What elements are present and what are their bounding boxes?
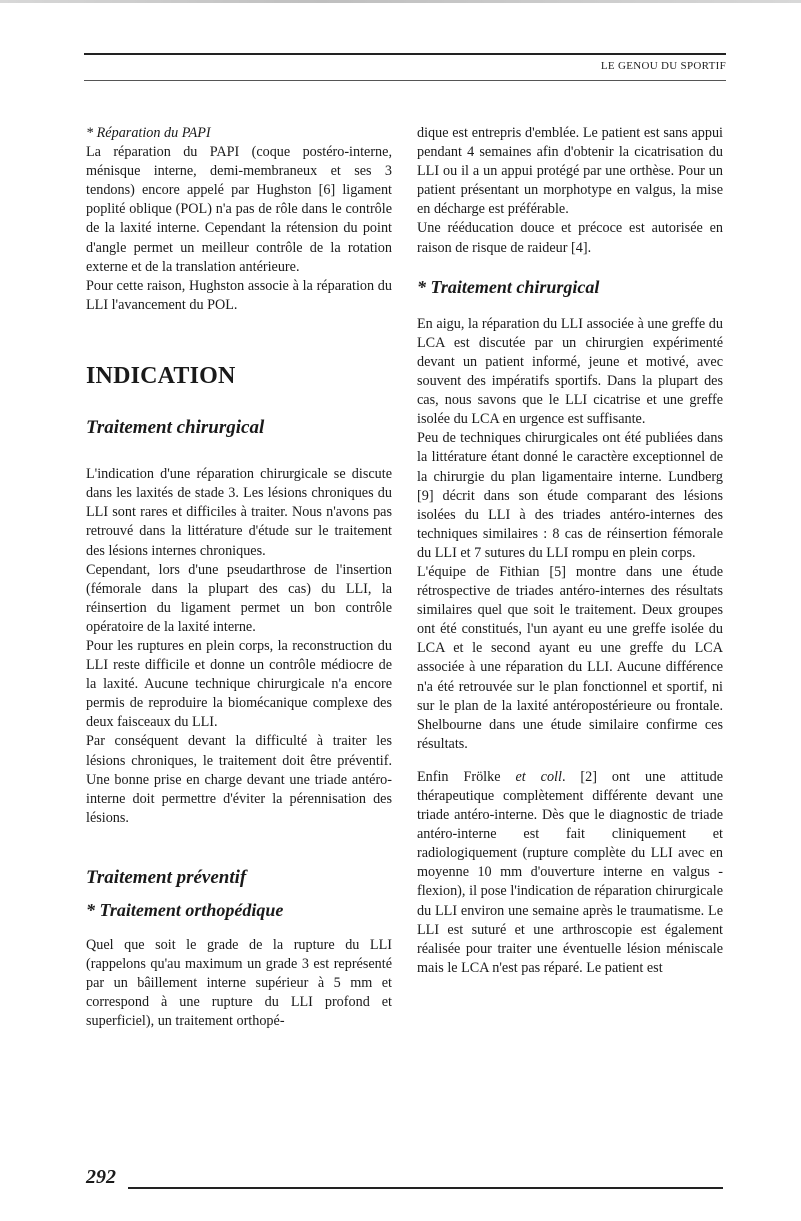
paragraph: Une rééducation douce et précoce est autorisée en raison de risque de raideur [4].: [417, 220, 723, 256]
paragraph: [417, 768, 723, 978]
paragraph: L'indication d'une réparation chirurgicale se discute dans les laxités de stade 3. Les lésions chroniques du LLI sont rares et difficiles à traiter. Nous n'avons pas retrouvé dans la littérature d'étude sur le traitement des lésions internes chroniques.: [86, 466, 392, 559]
sub-subsection-heading: * Traitement chirurgical: [417, 276, 600, 297]
paragraph: dique est entrepris d'emblée. Le patient est sans appui pendant 4 semaines afin d'obtenir la cicatrisation du LLI ou il a un appui protégé par une orthèse. Pour un patient présentant un morphotype en valgus, la mise en décharge est préférable.: [417, 125, 723, 218]
paragraph: En aigu, la réparation du LLI associée à une greffe du LCA est discutée par un chirurgien expérimenté devant un patient informé, jeune et motivé, avec souvent des impératifs sportifs. Dans la plupart des cas, nous savons que le LLI cicatrise et une greffe isolée du LCA en urgence est suffisante.: [417, 315, 723, 428]
left-column: [86, 124, 392, 1032]
subsection-heading: Traitement chirurgical: [86, 417, 265, 439]
paragraph: Peu de techniques chirurgicales ont été publiées dans la littérature étant donné le caractère exceptionnel de la chirurgie du plan ligamentaire interne. Lundberg [9] décrit dans son étude comparant des lésions isolées du LLI à des triades antéro-internes des techniques similaires : 8 cas de réinsertion fémorale du LLI et 7 sutures du LLI rompu en plein corps.: [417, 430, 723, 561]
text-run: . [2] ont une attitude thérapeutique complètement différente devant une triade antéro-interne. Dès que le diagnostic de triade antéro-interne est fait cliniquement et radiologiquement (rupture complète du LLI avec en moyenne 10 mm d'ouverture interne en valgus - flexion), il pose l'indication de réparation chirurgicale du LLI environ une semaine après le traumatisme. Le LLI est suturé et une arthroscopie est également réalisée pour traiter une éventuelle lésion méniscale mais le LCA n'est pas réparé. Le patient est: [417, 768, 723, 976]
subsection-heading: Traitement préventif: [86, 866, 247, 888]
paragraph: Pour les ruptures en plein corps, la reconstruction du LLI reste difficile et donne un contrôle médiocre de la laxité. Aucune technique chirurgicale n'a encore permis de reproduire la biomécanique complexe des deux faisceaux du LLI.: [86, 637, 392, 731]
running-head: LE GENOU DU SPORTIF: [600, 60, 726, 72]
right-column: [417, 124, 723, 978]
header-rule-thin: [84, 80, 726, 81]
section-heading-indication: INDICATION: [86, 362, 236, 389]
page-number: 292: [86, 1166, 116, 1188]
sub-subsection-heading: * Traitement orthopédique: [86, 900, 284, 920]
papi-heading: * Réparation du PAPI: [86, 125, 211, 141]
text-run-italic: et coll: [515, 768, 562, 785]
header-rule: [84, 53, 726, 55]
text-run: Enfin Frölke: [417, 768, 516, 785]
paragraph: La réparation du PAPI (coque postéro-interne, ménisque interne, demi-membraneux et ses 3 tendons) encore appelé par Hughston [6] ligament poplité oblique (POL) n'a pas de rôle dans le contrôle de la laxité interne. Cependant la rétension du point d'angle permet un meilleur contrôle de la rotation externe et de la translation antérieure.: [86, 144, 392, 275]
scan-edge: [0, 0, 801, 3]
footer-rule: [128, 1187, 723, 1189]
paragraph: Par conséquent devant la difficulté à traiter les lésions chroniques, le traitement doit être préventif. Une bonne prise en charge devant une triade antéro-interne doit permettre d'éviter la pérennisation des lésions.: [86, 733, 392, 826]
paragraph: Quel que soit le grade de la rupture du LLI (rappelons qu'au maximum un grade 3 est représenté par un bâillement interne supérieur à 5 mm et correspond à une rupture du LLI profond et superficiel), un traitement orthopé-: [86, 937, 392, 1030]
paragraph: Cependant, lors d'une pseudarthrose de l'insertion (fémorale dans la plupart des cas) du LLI, la réinsertion du ligament permet un bon contrôle opératoire de la laxité interne.: [86, 561, 392, 635]
paragraph: Pour cette raison, Hughston associe à la réparation du LLI l'avancement du POL.: [86, 277, 392, 313]
paragraph: L'équipe de Fithian [5] montre dans une étude rétrospective de triades antéro-internes des résultats similaires quel que soit le traitement. Deux groupes ont été constitués, l'un ayant eu une greffe isolée du LCA et le second ayant eu une greffe du LCA associée à une réparation du LLI. Aucune différence n'a été retrouvée sur le plan fonctionnel et sportif, ni sur le plan de la laxité antéropostérieure ou frontale. Shelbourne dans une étude similaire confirme ces résultats.: [417, 563, 723, 752]
